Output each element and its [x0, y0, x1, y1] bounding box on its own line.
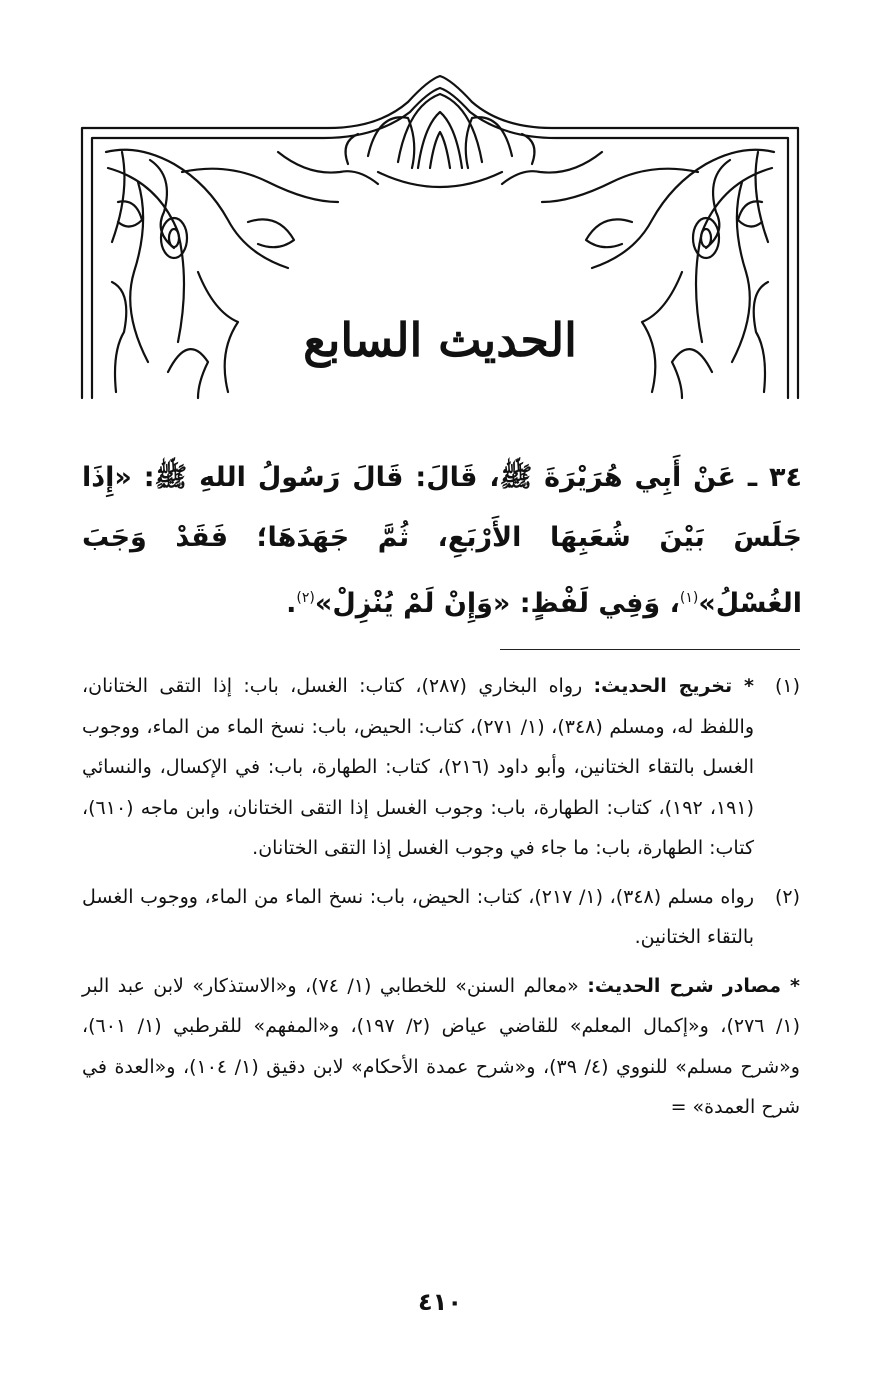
footnote-ref-2[interactable]: (٢): [296, 590, 315, 606]
hadith-mid: ، وَفِي لَفْظٍ: «وَإِنْ لَمْ يُنْزِلْ»: [314, 588, 680, 619]
footnote-2: [82, 877, 800, 958]
hadith-text: [82, 448, 802, 634]
hadith-end: .: [286, 588, 297, 619]
hadith-number: ٣٤ ـ: [747, 462, 802, 493]
footnote-ref-1[interactable]: (١): [679, 590, 699, 606]
sources-text: «معالم السنن» للخطابي (١/ ٧٤)، و«الاستذكار» لابن عبد البر (١/ ٢٧٦)، و«إكمال المعلم» للقاضي عياض (٢/ ١٩٧)، و«المفهم» للقرطبي (١/ ٦٠١)، و«شرح مسلم» للنووي (٤/ ٣٩)، و«شرح عمدة الأحكام» لابن دقيق (١/ ١٠٤)، و«العدة في شرح العمدة» =: [82, 974, 801, 1118]
footnote-label: * تخريج الحديث:: [593, 675, 754, 697]
footnote-body: [82, 666, 754, 869]
hadith-main: عَنْ أَبِي هُرَيْرَةَ ﷺ، قَالَ: قَالَ رَسُولُ اللهِ ﷺ: «إِذَا جَلَسَ بَيْنَ شُعَبِهَا الأَرْبَعِ، ثُمَّ جَهَدَهَا؛ فَقَدْ وَجَبَ الغُسْلُ»: [82, 462, 802, 619]
sources-label: * مصادر شرح الحديث:: [587, 974, 800, 997]
footnote-body: [82, 877, 754, 958]
footnotes: [82, 666, 800, 1128]
chapter-title: الحديث السابع: [303, 313, 577, 367]
footnote-separator: [500, 649, 800, 650]
footnote-text: رواه البخاري (٢٨٧)، كتاب: الغسل، باب: إذا التقى الختانان، واللفظ له، ومسلم (٣٤٨)، (١/ ٢٧١)، كتاب: الحيض، باب: نسخ الماء من الماء، ووجوب الغسل بالتقاء الختانين، وأبو داود (٢١٦)، كتاب: الطهارة، باب: في الإكسال، والنسائي (١٩١، ١٩٢)، كتاب: الطهارة، باب: وجوب الغسل إذا التقى الختانان، وابن ماجه (٦١٠)، كتاب: الطهارة، باب: ما جاء في وجوب الغسل إذا التقى الختانان.: [82, 675, 754, 859]
footnote-1: [82, 666, 800, 869]
footnote-number: (٢): [774, 885, 800, 908]
footnote-text: رواه مسلم (٣٤٨)، (١/ ٢١٧)، كتاب: الحيض، باب: نسخ الماء من الماء، ووجوب الغسل بالتقاء الختانين.: [82, 885, 755, 948]
page-number: ٤١٠: [418, 1288, 462, 1316]
commentary-sources: [82, 966, 800, 1128]
footnote-number: (١): [774, 675, 800, 697]
